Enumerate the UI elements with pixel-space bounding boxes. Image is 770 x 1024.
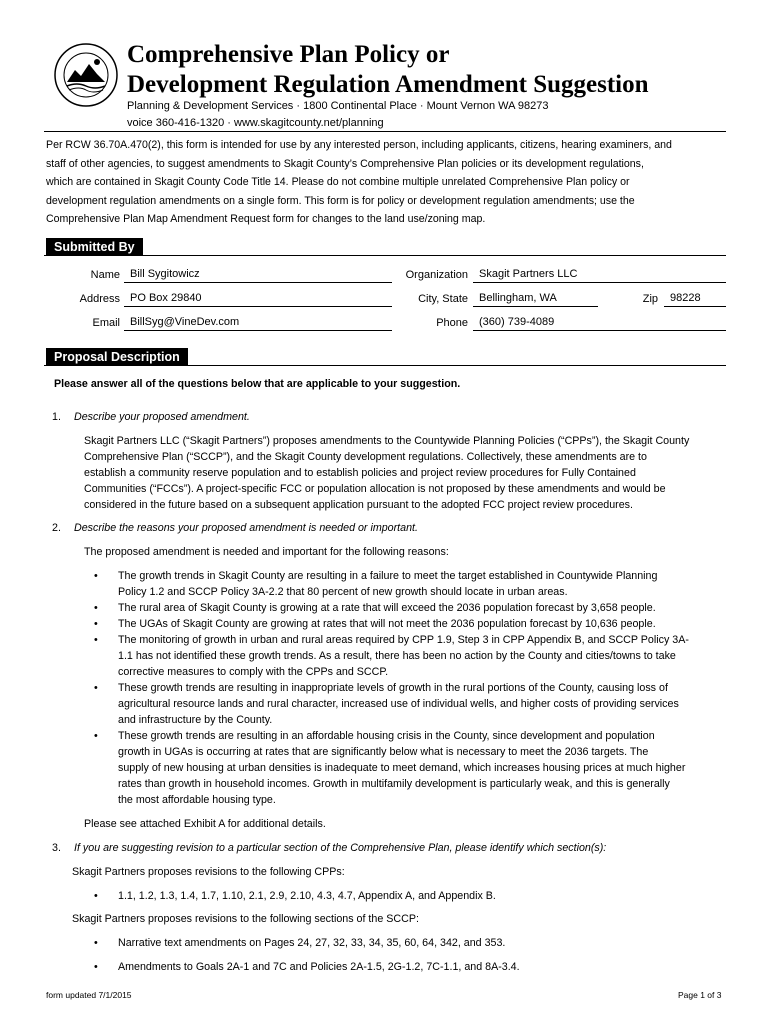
answer-1	[84, 433, 734, 513]
list-item: • The monitoring of growth in urban and rural areas required by CPP 1.9, Step 3 in CPP Appendix B, and SCCP Policy 3A- 1.1 has not identified these growth trends. As a result, there has been no action by the County and cities/towns to take corrective measures to comply with the CPPs and SCCP.	[84, 632, 744, 680]
list-item: • The UGAs of Skagit County are growing at rates that will not meet the 2036 population forecast by 10,636 people.	[84, 616, 744, 632]
header-rule	[44, 131, 726, 132]
list-item: • 1.1, 1.2, 1.3, 1.4, 1.7, 1.10, 2.1, 2.9, 2.10, 4.3, 4.7, Appendix A, and Appendix B.	[84, 888, 744, 904]
address-label: Address	[79, 293, 120, 305]
city-state-field[interactable]: Bellingham, WA	[473, 292, 598, 307]
answer-2-outro: Please see attached Exhibit A for additional details.	[84, 818, 326, 830]
list-item: • The growth trends in Skagit County are resulting in a failure to meet the target established in Countywide Planning Policy 1.2 and SCCP Policy 3A-2.2 that 80 percent of new growth should locate in urban areas.	[84, 568, 744, 600]
list-item: • These growth trends are resulting in an affordable housing crisis in the County, since development and population growth in UGAs is occurring at rates that are significantly below what is necessary to meet the 2036 targets. The supply of new housing at urban densities is inadequate to meet demand, which increases housing prices at much higher rates than growth in household incomes. Growth in multifamily development is particularly weak, and this is generally the most affordable housing type.	[84, 728, 744, 808]
zip-field[interactable]: 98228	[664, 292, 726, 307]
organization-field[interactable]: Skagit Partners LLC	[473, 268, 726, 283]
answer-3-sccp-bullets	[84, 935, 744, 975]
phone-label: Phone	[436, 317, 468, 329]
question-2-number: 2.	[52, 522, 61, 534]
name-field[interactable]: Bill Sygitowicz	[124, 268, 392, 283]
answer-3-cpp-bullets	[84, 888, 744, 904]
form-title-line1: Comprehensive Plan Policy or	[127, 41, 450, 68]
list-item: • These growth trends are resulting in inappropriate levels of growth in the rural portions of the County, causing loss of agricultural resource lands and rural character, increased use of individual wells, and higher costs of providing services and infrastructure by the County.	[84, 680, 744, 728]
answer-2-intro: The proposed amendment is needed and important for the following reasons:	[84, 546, 449, 558]
intro-line: staff of other agencies, to suggest amendments to Skagit County’s Comprehensive Plan policies or its development regulations,	[46, 157, 644, 170]
answer-line: Skagit Partners LLC (“Skagit Partners”) proposes amendments to the Countywide Planning Policies (“CPPs”), the Skagit County	[84, 435, 690, 447]
intro-line: Per RCW 36.70A.470(2), this form is intended for use by any interested person, including applicants, citizens, hearing examiners, and	[46, 139, 672, 151]
question-1-number: 1.	[52, 411, 61, 423]
organization-label: Organization	[405, 269, 468, 281]
department-contact: voice 360-416-1320 · www.skagitcounty.net/planning	[127, 117, 384, 129]
question-2-text: Describe the reasons your proposed amendment is needed or important.	[74, 522, 418, 534]
intro-paragraph	[46, 136, 736, 229]
address-field[interactable]: PO Box 29840	[124, 292, 392, 307]
intro-line: development regulation amendments on a single form. This form is for policy or development regulation amendments; use the	[46, 194, 635, 207]
answer-3-sccp-intro: Skagit Partners proposes revisions to the following sections of the SCCP:	[72, 913, 419, 925]
answer-line: Comprehensive Plan (“SCCP”), and the Skagit County development regulations. Collectively, these amendments are to	[84, 451, 647, 463]
page-number: Page 1 of 3	[678, 990, 722, 1000]
question-1-text: Describe your proposed amendment.	[74, 411, 250, 423]
list-item: • Narrative text amendments on Pages 24, 27, 32, 33, 34, 35, 60, 64, 342, and 353.	[84, 935, 744, 951]
intro-line: which are contained in Skagit County Code Title 14. Please do not combine multiple unrelated Comprehensive Plan policy or	[46, 176, 630, 188]
zip-label: Zip	[642, 293, 658, 305]
answer-line: Communities (“FCCs”). A project-specific FCC or population allocation is not proposed by these amendments and would be	[84, 483, 666, 495]
proposal-heading: Proposal Description	[46, 348, 188, 366]
email-field[interactable]: BillSyg@VineDev.com	[124, 316, 392, 331]
form-updated-date: form updated 7/1/2015	[46, 990, 132, 1000]
department-address: Planning & Development Services · 1800 Continental Place · Mount Vernon WA 98273	[127, 100, 549, 112]
county-seal-logo	[53, 42, 119, 108]
question-3-number: 3.	[52, 842, 61, 854]
list-item: • Amendments to Goals 2A-1 and 7C and Policies 2A-1.5, 2G-1.2, 7C-1.1, and 8A-3.4.	[84, 959, 744, 975]
email-label: Email	[92, 317, 120, 329]
submitted-by-rule	[44, 255, 726, 256]
intro-line: Comprehensive Plan Map Amendment Request form for changes to the land use/zoning map.	[46, 213, 486, 225]
submitted-by-heading: Submitted By	[46, 238, 143, 256]
proposal-instruction: Please answer all of the questions below that are applicable to your suggestion.	[54, 378, 461, 390]
question-3-text: If you are suggesting revision to a particular section of the Comprehensive Plan, please identify which section(s):	[74, 842, 607, 854]
answer-2-bullets	[84, 568, 744, 808]
name-label: Name	[90, 269, 120, 281]
answer-line: establish a community reserve population and to establish policies and project review procedures for Fully Contained	[84, 467, 636, 479]
city-state-label: City, State	[418, 293, 468, 305]
form-title-line2: Development Regulation Amendment Suggestion	[127, 71, 649, 98]
answer-3-cpp-intro: Skagit Partners proposes revisions to the following CPPs:	[72, 866, 345, 878]
answer-line: considered in the future based on a subsequent application pursuant to the adopted FCC project review procedures.	[84, 499, 633, 511]
phone-field[interactable]: (360) 739-4089	[473, 316, 726, 331]
list-item: • The rural area of Skagit County is growing at a rate that will exceed the 2036 population forecast by 3,658 people.	[84, 600, 744, 616]
